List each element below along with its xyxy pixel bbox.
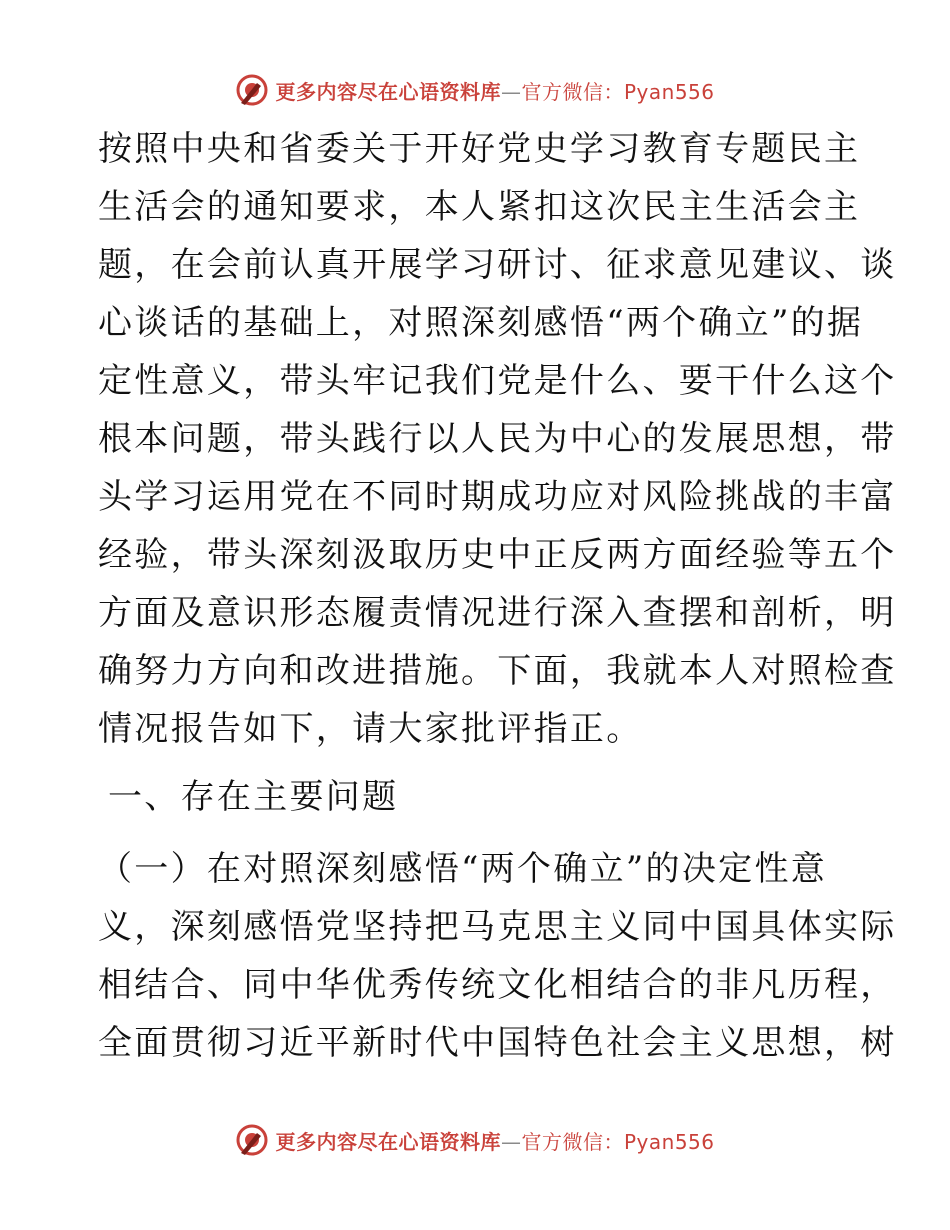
intro-line-10: 确努力方向和改进措施。下面，我就本人对照检查 xyxy=(98,651,897,691)
intro-line-4: 心谈话的基础上，对照深刻感悟“两个确立”的据 xyxy=(98,303,864,343)
pen-logo-icon xyxy=(235,73,269,107)
watermark-text xyxy=(275,76,714,105)
intro-line-1: 按照中央和省委关于开好党史学习教育专题民主 xyxy=(98,129,861,169)
watermark-wechat-label: 官方微信： xyxy=(521,1129,624,1154)
document-body xyxy=(98,120,897,1072)
intro-line-11: 情况报告如下，请大家批评指正。 xyxy=(98,709,643,749)
footer-watermark xyxy=(0,1120,950,1160)
watermark-separator: — xyxy=(500,1129,522,1154)
header-watermark xyxy=(0,70,950,110)
watermark-wechat-label: 官方微信： xyxy=(521,79,624,104)
watermark-brand: 更多内容尽在心语资料库 xyxy=(275,79,501,104)
intro-line-2: 生活会的通知要求，本人紧扣这次民主生活会主 xyxy=(98,187,861,227)
section-heading: 一、存在主要问题 xyxy=(108,777,399,817)
intro-line-3: 题，在会前认真开展学习研讨、征求意见建议、谈 xyxy=(98,245,897,285)
intro-line-9: 方面及意识形态履责情况进行深入查摆和剖析，明 xyxy=(98,593,897,633)
section-line-2: 义，深刻感悟党坚持把马克思主义同中国具体实际 xyxy=(98,907,897,947)
section-line-3: 相结合、同中华优秀传统文化相结合的非凡历程， xyxy=(98,965,897,1005)
intro-line-6: 根本问题，带头践行以人民为中心的发展思想，带 xyxy=(98,419,897,459)
intro-line-5: 定性意义，带头牢记我们党是什么、要干什么这个 xyxy=(98,361,897,401)
watermark-text xyxy=(275,1126,714,1155)
intro-line-8: 经验，带头深刻汲取历史中正反两方面经验等五个 xyxy=(98,535,897,575)
watermark-wechat-id: Pyan556 xyxy=(623,1129,715,1154)
section-line-1: （一）在对照深刻感悟“两个确立”的决定性意 xyxy=(98,849,828,889)
section-line-4: 全面贯彻习近平新时代中国特色社会主义思想，树 xyxy=(98,1023,897,1063)
intro-line-7: 头学习运用党在不同时期成功应对风险挑战的丰富 xyxy=(98,477,897,517)
watermark-wechat-id: Pyan556 xyxy=(623,79,715,104)
spacer xyxy=(98,826,858,840)
watermark-separator: — xyxy=(500,79,522,104)
spacer xyxy=(98,758,858,768)
watermark-brand: 更多内容尽在心语资料库 xyxy=(275,1129,501,1154)
pen-logo-icon xyxy=(235,1123,269,1157)
